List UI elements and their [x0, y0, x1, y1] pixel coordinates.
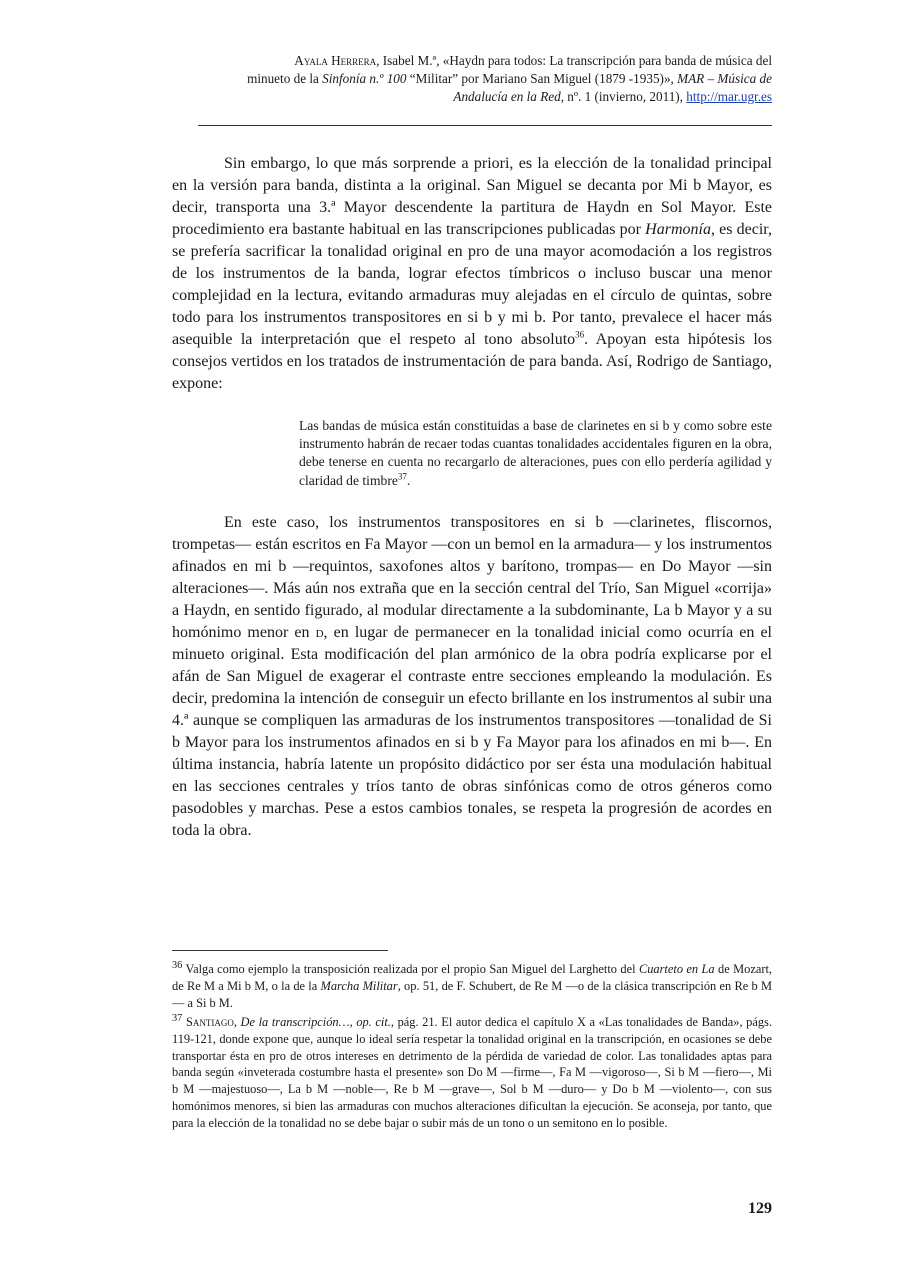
quote-end: . [406, 472, 411, 488]
footnote-36-work-1: Cuarteto en La [638, 962, 715, 977]
footnote-37-sep: , [233, 1015, 241, 1030]
page-number: 129 [748, 1200, 772, 1217]
header-line2-text-b: “Militar” por Mariano San Miguel (1879 -1935)», [406, 71, 678, 86]
footnotes [172, 958, 772, 1131]
journal-link[interactable]: http://mar.ugr.es [686, 89, 772, 104]
header-symphony-title: Sinfonía n.º 100 [322, 71, 407, 86]
quote-body: Las bandas de música están constituidas a base de clarinetes en si b y como sobre este instrumento habrán de recaer todas cuantas tonalidades accidentales figuren en la obra, debe tenerse en cuenta no recargarlo de alteraciones, pues con ello perdería agilidad y claridad de timbre [299, 418, 772, 488]
footnote-36-work-2: Marcha Militar [320, 978, 398, 993]
footnote-36-number: 36 [172, 960, 183, 971]
footnote-36-text: Valga como ejemplo la transposición realizada por el propio San Miguel del Larghetto del [182, 962, 639, 977]
publisher-name: Harmonía [645, 221, 711, 238]
footnote-37-sep-b: , [349, 1015, 357, 1030]
paragraph-1-text-c: . Apoyan esta hipótesis los consejos vertidos en los tratados de instrumentación de para banda. Así, Rodrigo de Santiago, expone: [172, 331, 773, 392]
running-header [172, 52, 772, 106]
paragraph-2-text-b: , en lugar de permanecer en la tonalidad inicial como ocurría en el minueto original. Esta modificación del plan armónico de la obra podría explicarse por el afán de San Miguel de exagerar el contraste entre secciones empleando la modulación. Es decir, predomina la intención de conseguir un efecto brillante en los instrumentos al subir una 4.ª aunque se compliquen las armaduras de los instrumentos transpositores —tonalidad de Si b Mayor para los instrumentos afinados en si b y Fa Mayor para los afinados en mi b—. En última instancia, habría latente un propósito didáctico por ser ésta una modulación habitual en las secciones centrales y tríos tanto de obras sinfónicas como de otros géneros como pasodobles y marchas. Pese a estos cambios tonales, se respeta la progresión de acordes en toda la obra. [172, 623, 773, 839]
header-issue: , nº. 1 (invierno, 2011), [560, 89, 687, 104]
paragraph-2-text: En este caso, los instrumentos transpositores en si b —clarinetes, fliscornos, trompetas— están escritos en Fa Mayor —con un bemol en la armadura— y los instrumentos afinados en mi b —requintos, saxofones altos y barítono, trompas— en Do Mayor —sin alteraciones—. Más aún nos extraña que en la sección central del Trío, San Miguel «corrija» a Haydn, en sentido figurado, al modular directamente a la subdominante, La b Mayor y a su homónimo menor en [172, 513, 772, 641]
footnote-36-text-c: , op. 51, de F. Schubert, de Re M —o de la clásica transcripción en Re b M— a Si b M. [172, 978, 772, 1010]
footnote-37-number: 37 [172, 1013, 183, 1025]
header-line2-text: minueto de la [247, 71, 323, 86]
footnote-37-work: De la transcripción… [240, 1015, 350, 1030]
paragraph-1-text-b: , es decir, se prefería sacrificar la tonalidad original en pro de una mayor acomodación a los registros de los instrumentos de la banda, lograr efectos tímbricos o incluso buscar una menor complejidad en la lectura, evitando armaduras muy alejadas en el círculo de quintas, sobre todo para los instrumentos transpositores en si b y mi b. Por tanto, prevalece el hacer más asequible la interpretación que el respeto al tono absoluto [172, 221, 772, 348]
header-author: Ayala Herrera [294, 53, 377, 68]
footnote-36-text-b: de Mozart, de Re M a Mi b M, o la de la [172, 962, 772, 993]
main-text [172, 153, 772, 842]
footnote-36 [172, 958, 772, 1011]
block-quote-text [299, 417, 772, 490]
header-journal-title: MAR – Música de [677, 71, 772, 86]
footnote-37-text: , pág. 21. El autor dedica el capítulo X a «Las tonalidades de Banda», págs. 119-121, donde expone que, aunque lo ideal sería respetar la tonalidad original en la transcripción, en ocasiones se debe transportar ésta en pro de otros intereses en detrimento de la pérdida de variedad de color. Las tonalidades aptas para banda según «inveterada costumbre hasta el presente» son Do M —firme—, Fa M —vigoroso—, Si b M —fiero—, Mi b M —majestuoso—, La b M —noble—, Re b M —grave—, Sol b M —duro— y Do b M —violento—, con sus homónimos menores, si bien las armaduras con muchos alteraciones dificultan la ejecución. Se aconseja, por tanto, que para la elección de la tonalidad no se debe bajar o subir más de un tono o un semitono en lo posible. [172, 1015, 772, 1130]
paragraph-1 [172, 153, 772, 395]
footnote-ref-36[interactable]: 36 [575, 329, 585, 340]
footnote-37-opcit: op. cit. [356, 1015, 391, 1030]
footnote-37-author: Santiago [185, 1015, 234, 1030]
footnote-37 [172, 1011, 772, 1131]
header-line1-text: , Isabel M.ª, «Haydn para todos: La transcripción para banda de música del [376, 53, 772, 68]
footnote-ref-37[interactable]: 37 [397, 471, 407, 482]
header-journal-title-cont: Andalucía en la Red [453, 89, 561, 104]
paragraph-2-key: d [315, 623, 324, 641]
block-quote [299, 417, 772, 490]
header-divider [198, 125, 772, 126]
paragraph-1-text: Sin embargo, lo que más sorprende a priori, es la elección de la tonalidad principal en la versión para banda, distinta a la original. San Miguel se decanta por Mi b Mayor, es decir, transporta una 3.ª Mayor descendente la partitura de Haydn en Sol Mayor. Este procedimiento era bastante habitual en las transcripciones publicadas por [172, 155, 772, 238]
footnote-divider [172, 950, 388, 951]
paragraph-2 [172, 512, 772, 842]
